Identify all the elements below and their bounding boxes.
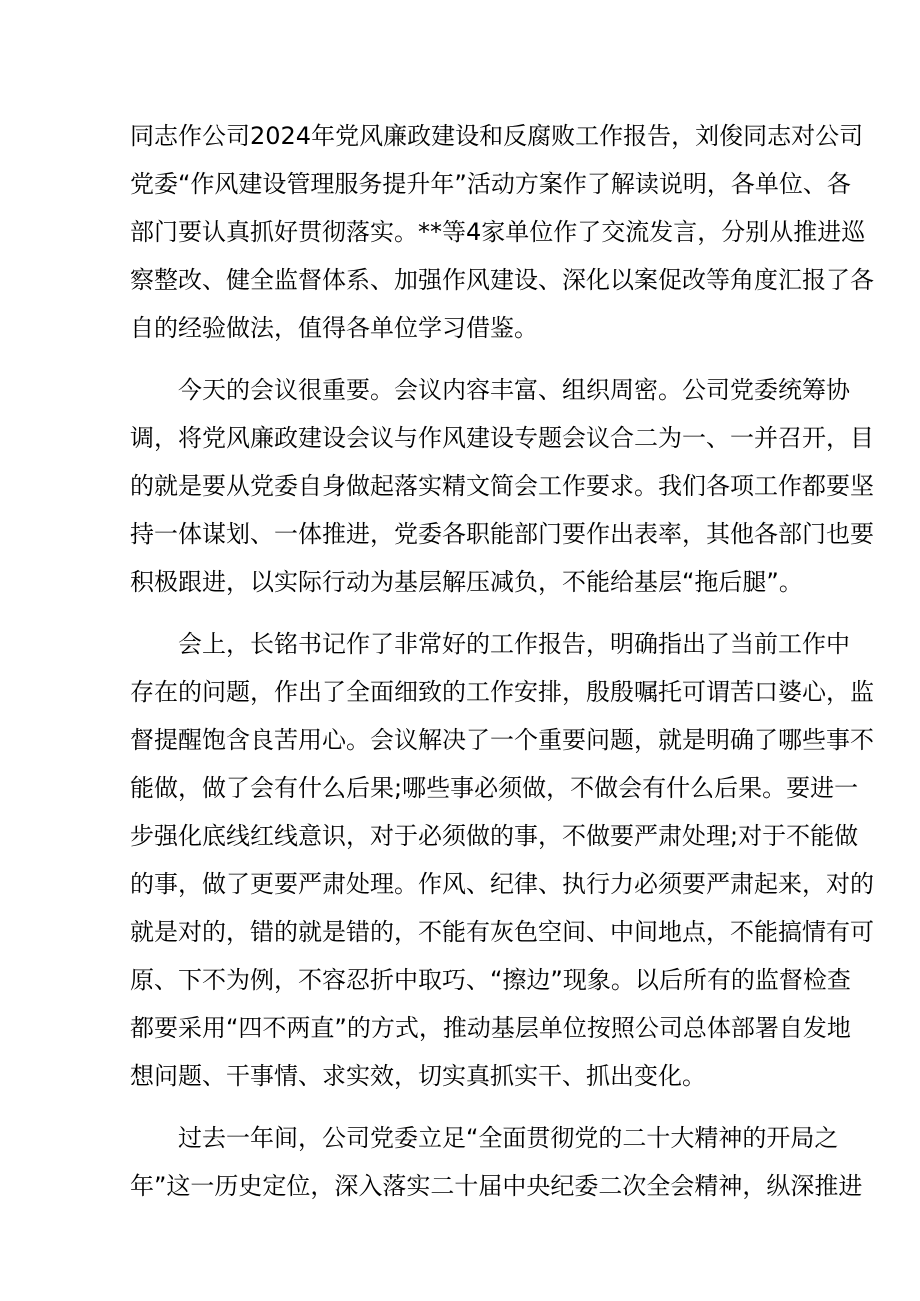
text-line: 察整改、健全监督体系、加强作风建设、深化以案促改等角度汇报了各 [130, 266, 874, 294]
text-line: 党委“作风建设管理服务提升年”活动方案作了解读说明，各单位、各 [130, 170, 851, 198]
text-line: 存在的问题，作出了全面细致的工作安排，殷殷嘱托可谓苦口婆心，监 [130, 678, 874, 706]
text-line: 的就是要从党委自身做起落实精文简会工作要求。我们各项工作都要坚 [130, 472, 874, 500]
text-line: 过去一年间，公司党委立足“全面贯彻党的二十大精神的开局之 [178, 1124, 839, 1152]
paragraph-gap [130, 606, 800, 620]
text-line: 督提醒饱含良苦用心。会议解决了一个重要问题，就是明确了哪些事不 [130, 726, 874, 754]
text-line: 能做，做了会有什么后果;哪些事必须做，不做会有什么后果。要进一 [130, 774, 859, 802]
document-body [130, 112, 874, 1210]
text-line: 年”这一历史定位，深入落实二十届中央纪委二次全会精神，纵深推进 [130, 1172, 863, 1200]
text-line: 积极跟进，以实际行动为基层解压减负，不能给基层“拖后腿”。 [130, 568, 803, 596]
paragraph-2 [130, 366, 874, 606]
text-line: 都要采用“四不两直”的方式，推动基层单位按照公司总体部署自发地 [130, 1014, 851, 1042]
text-line: 部门要认真抓好贯彻落实。**等4家单位作了交流发言，分别从推进巡 [130, 218, 866, 246]
text-line: 的事，做了更要严肃处理。作风、纪律、执行力必须要严肃起来，对的 [130, 870, 874, 898]
text-line: 会上，长铭书记作了非常好的工作报告，明确指出了当前工作中 [178, 630, 850, 658]
text-line: 自的经验做法，值得各单位学习借鉴。 [130, 314, 538, 342]
text-line: 原、下不为例，不容忍折中取巧、“擦边”现象。以后所有的监督检查 [130, 966, 851, 994]
text-line: 持一体谋划、一体推进，党委各职能部门要作出表率，其他各部门也要 [130, 520, 874, 548]
text-line: 步强化底线红线意识，对于必须做的事，不做要严肃处理;对于不能做 [130, 822, 859, 850]
text-line: 想问题、干事情、求实效，切实真抓实干、抓出变化。 [130, 1062, 706, 1090]
paragraph-1 [130, 112, 874, 352]
text-line: 调，将党风廉政建设会议与作风建设专题会议合二为一、一并召开，目 [130, 424, 874, 452]
paragraph-gap [130, 352, 800, 366]
text-line: 今天的会议很重要。会议内容丰富、组织周密。公司党委统筹协 [178, 376, 850, 404]
text-line: 同志作公司2024年党风廉政建设和反腐败工作报告，刘俊同志对公司 [130, 122, 864, 150]
paragraph-4 [130, 1114, 863, 1210]
paragraph-3 [130, 620, 874, 1100]
paragraph-gap [130, 1100, 800, 1114]
text-line: 就是对的，错的就是错的，不能有灰色空间、中间地点，不能搞情有可 [130, 918, 874, 946]
